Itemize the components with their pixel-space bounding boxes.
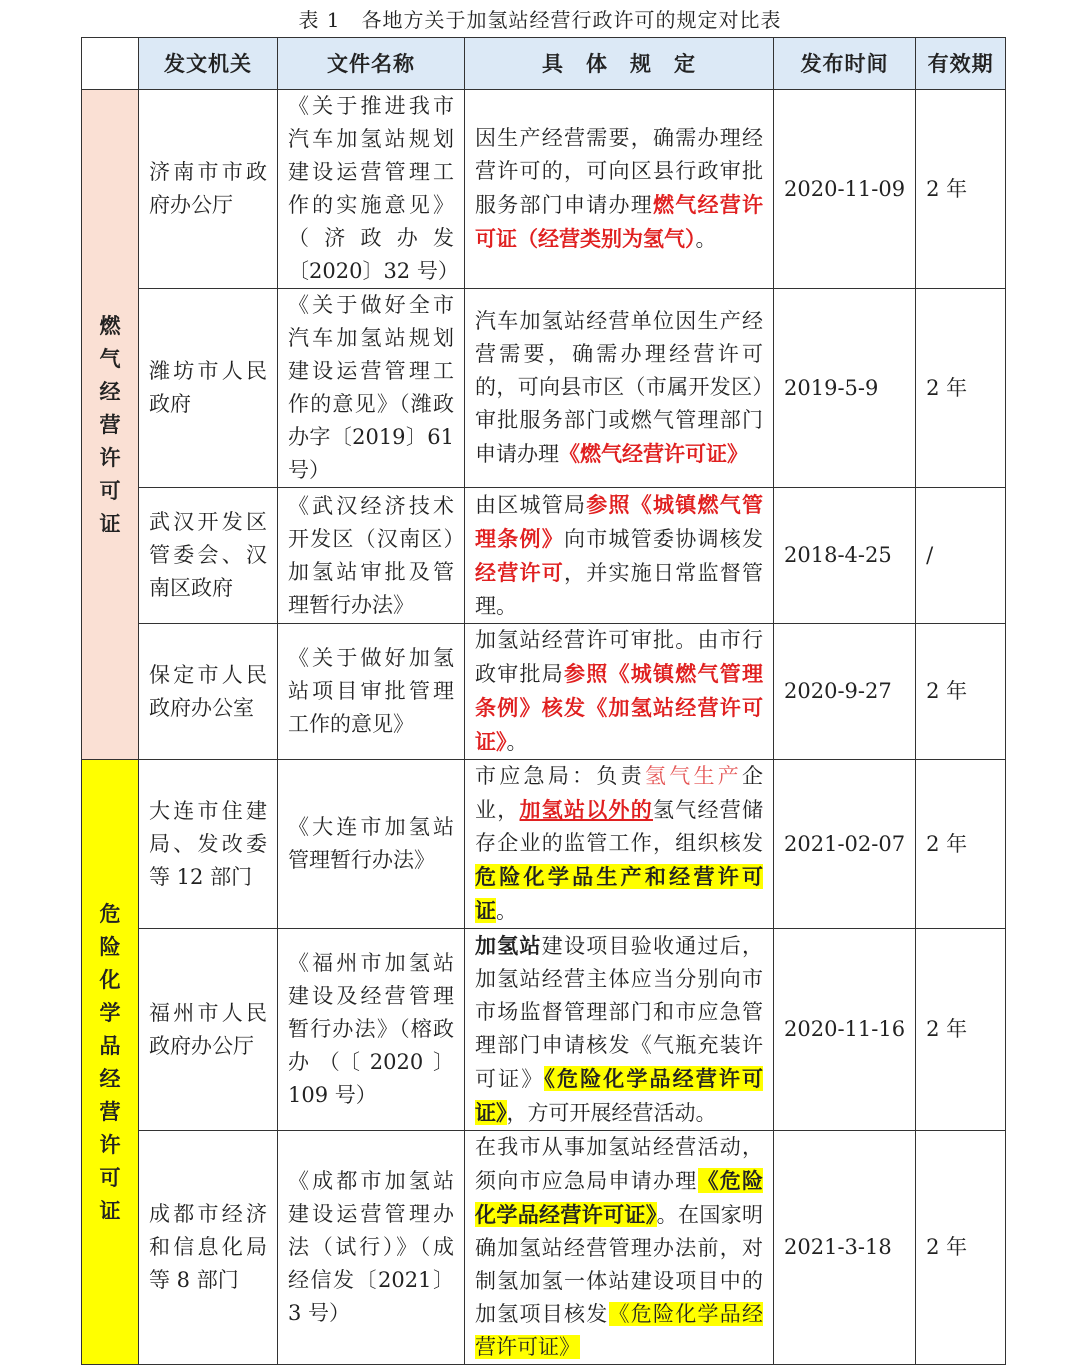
date-cell: 2019-5-9 xyxy=(774,289,916,488)
period-cell: 2 年 xyxy=(916,929,1006,1131)
document-cell: 《武汉经济技术开发区（汉南区）加氢站审批及管理暂行办法》 xyxy=(278,488,465,624)
category-label: 燃气经营许可证 xyxy=(99,313,121,536)
category-label: 危险化学品经营许可证 xyxy=(99,901,121,1223)
authority-cell: 济南市市政府办公厅 xyxy=(139,90,278,289)
provision-text: ，并实施日常监督管理。 xyxy=(475,561,763,618)
date-cell: 2021-02-07 xyxy=(774,760,916,929)
document-cell: 《成都市加氢站建设运营管理办法（试行）》（成经信发〔2021〕3 号） xyxy=(278,1131,465,1365)
provision-text: 氢气经营储存企业的监管工作，组织核发 xyxy=(475,798,763,855)
document-cell: 《大连市加氢站管理暂行办法》 xyxy=(278,760,465,929)
header-document: 文件名称 xyxy=(278,38,465,90)
table-row xyxy=(82,760,1006,929)
date-cell: 2018-4-25 xyxy=(774,488,916,624)
highlighted-text: 参照《城镇燃气管理条例》核发《加氢站经营许可证》 xyxy=(475,661,763,754)
table-row xyxy=(82,624,1006,760)
provision-text: 。 xyxy=(496,899,517,923)
provision-text: 。 xyxy=(695,227,717,251)
highlighted-text: 《危险化学品经营许可证》 xyxy=(475,1168,763,1227)
table-row xyxy=(82,289,1006,488)
table-row xyxy=(82,929,1006,1131)
provision-cell xyxy=(465,90,774,289)
document-cell: 《关于推进我市汽车加氢站规划建设运营管理工作的实施意见》（济政办发〔2020〕32 号） xyxy=(278,90,465,289)
provision-cell xyxy=(465,624,774,760)
header-date: 发布时间 xyxy=(774,38,916,90)
period-cell: 2 年 xyxy=(916,760,1006,929)
table-row xyxy=(82,488,1006,624)
provision-cell xyxy=(465,1131,774,1365)
highlighted-text: 《危险化学品经营许可证》 xyxy=(475,1066,763,1125)
highlighted-text: 燃气经营许可证（经营类别为氢气） xyxy=(475,192,763,251)
highlighted-text: 《危险化学品经营许可证》 xyxy=(475,1302,763,1359)
authority-cell: 保定市人民政府办公室 xyxy=(139,624,278,760)
highlighted-text: 加氢站 xyxy=(475,933,542,958)
provision-text: 加氢站经营许可审批。由市行政审批局 xyxy=(475,628,763,686)
table-title: 表 1 各地方关于加氢站经营行政许可的规定对比表 xyxy=(298,8,782,32)
highlighted-text: 经营许可 xyxy=(475,560,564,585)
authority-cell: 潍坊市人民政府 xyxy=(139,289,278,488)
highlighted-text: 加氢站以外的 xyxy=(519,797,653,822)
category-cell xyxy=(82,760,139,1365)
period-cell: 2 年 xyxy=(916,289,1006,488)
period-cell: 2 年 xyxy=(916,624,1006,760)
document-cell: 《福州市加氢站建设及经营管理暂行办法》（榕政办（〔2020〕109 号） xyxy=(278,929,465,1131)
provision-text: 。在国家明确加氢站经营管理办法前，对制氢加氢一体站建设项目中的加氢项目核发 xyxy=(475,1203,764,1326)
header-authority: 发文机关 xyxy=(139,38,278,90)
provision-text: 市应急局：负责 xyxy=(475,764,645,788)
document-cell: 《关于做好全市汽车加氢站规划建设运营管理工作的意见》（潍政办字〔2019〕61 号） xyxy=(278,289,465,488)
provision-cell xyxy=(465,289,774,488)
highlighted-text: 《燃气经营许可证》 xyxy=(559,441,748,466)
provision-text: 企业， xyxy=(475,764,764,822)
period-cell: 2 年 xyxy=(916,90,1006,289)
date-cell: 2021-3-18 xyxy=(774,1131,916,1365)
header-provision: 具 体 规 定 xyxy=(465,38,774,90)
period-cell: 2 年 xyxy=(916,1131,1006,1365)
date-cell: 2020-11-09 xyxy=(774,90,916,289)
provision-cell xyxy=(465,488,774,624)
provision-text: 由区城管局 xyxy=(475,493,587,517)
provision-cell xyxy=(465,929,774,1131)
regulation-comparison-table xyxy=(81,37,1006,1365)
period-cell: / xyxy=(916,488,1006,624)
authority-cell: 大连市住建局、发改委等 12 部门 xyxy=(139,760,278,929)
authority-cell: 福州市人民政府办公厅 xyxy=(139,929,278,1131)
provision-cell xyxy=(465,760,774,929)
highlighted-text: 氢气生产 xyxy=(644,764,743,788)
table-header-row xyxy=(82,38,1006,90)
date-cell: 2020-9-27 xyxy=(774,624,916,760)
document-cell: 《关于做好加氢站项目审批管理工作的意见》 xyxy=(278,624,465,760)
provision-text: 。 xyxy=(506,730,528,754)
provision-text: ，方可开展经营活动。 xyxy=(506,1101,717,1125)
table-row xyxy=(82,1131,1006,1365)
authority-cell: 武汉开发区管委会、汉南区政府 xyxy=(139,488,278,624)
provision-text: 在我市从事加氢站经营活动，须向市应急局申请办理 xyxy=(475,1135,763,1193)
category-cell xyxy=(82,90,139,760)
header-blank xyxy=(82,38,139,90)
table-row xyxy=(82,90,1006,289)
date-cell: 2020-11-16 xyxy=(774,929,916,1131)
header-period: 有效期 xyxy=(916,38,1006,90)
provision-text: 向市城管委协调核发 xyxy=(564,527,763,551)
highlighted-text: 危险化学品生产和经营许可证 xyxy=(475,864,763,923)
provision-text: 建设项目验收通过后，加氢站经营主体应当分别向市市场监督管理部门和市应急管理部门申请核发《气瓶充装许可证》 xyxy=(475,934,763,1091)
authority-cell: 成都市经济和信息化局等 8 部门 xyxy=(139,1131,278,1365)
highlighted-text: 参照《城镇燃气管理条例》 xyxy=(475,492,763,551)
provision-text: 汽车加氢站经营单位因生产经营需要，确需办理经营许可的，可向县市区（市属开发区）审批服务部门或燃气管理部门申请办理 xyxy=(475,309,763,466)
provision-text: 因生产经营需要，确需办理经营许可的，可向区县行政审批服务部门申请办理 xyxy=(475,126,763,217)
